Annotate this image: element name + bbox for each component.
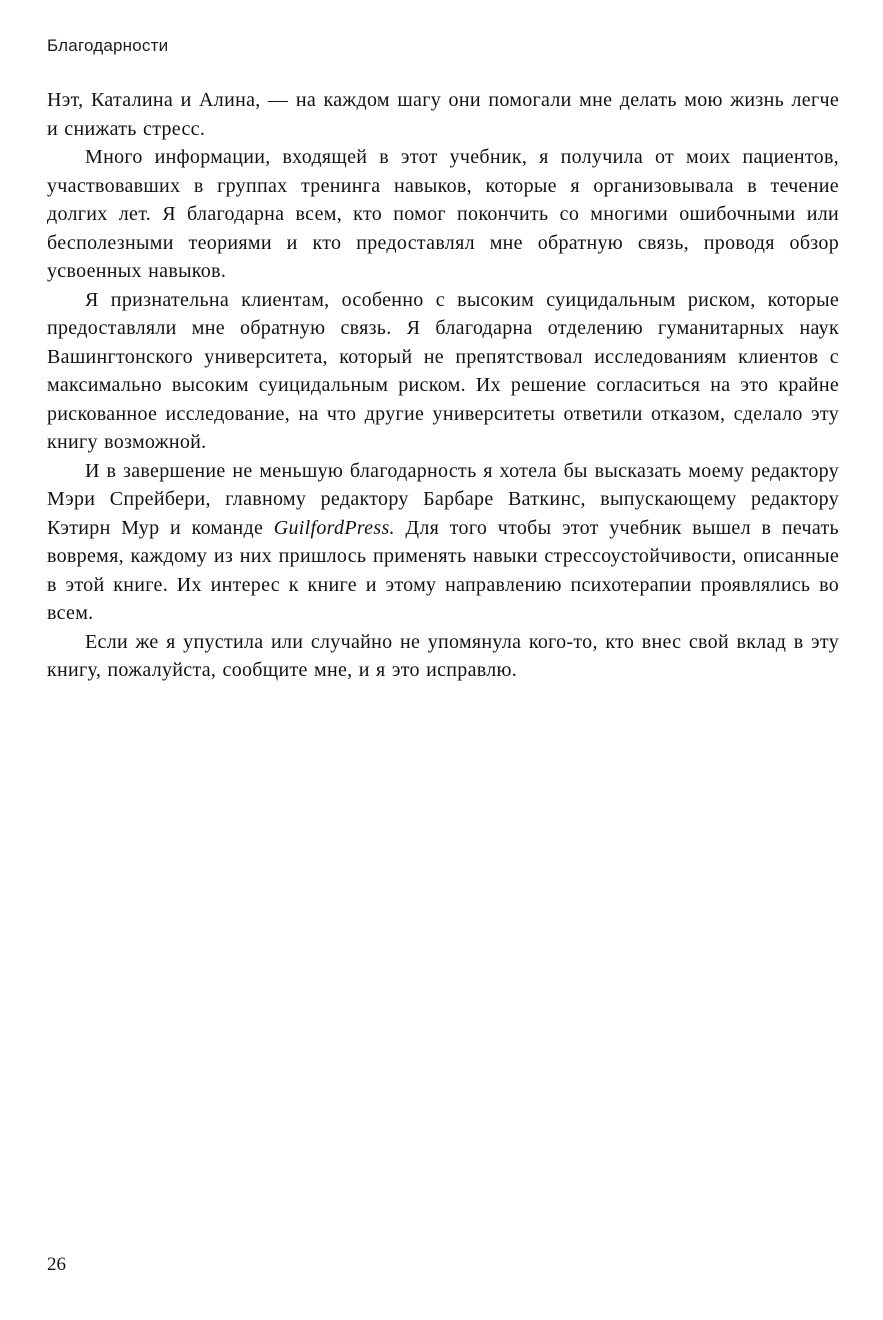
text-segment: Нэт, Каталина и Алина, — на каждом шагу они помогали мне делать мою жизнь легче и снижать стресс. (47, 89, 839, 140)
text-segment: Много информации, входящей в этот учебник, я получила от моих пациентов, участвовавших в группах тренинга навыков, которые я организовывала в течение долгих лет. Я благодарна всем, кто помог покончить со многими ошибочными или бесполезными теориями и кто предоставлял мне обратную связь, проводя обзор усвоенных навыков. (47, 146, 839, 282)
paragraph (47, 143, 839, 286)
text-segment: Для того чтобы этот учебник вышел в печать вовремя, каждому из них пришлось применять навыки стрессоустойчивости, описанные в этой книге. Их интерес к книге и этому направлению психотерапии проявлялись во всем. (47, 516, 839, 624)
text-segment: Если же я упустила или случайно не упомянула кого-то, кто внес свой вклад в эту книгу, пожалуйста, сообщите мне, и я это исправлю. (47, 630, 839, 681)
body-text (47, 86, 839, 685)
text-segment: Я признательна клиентам, особенно с высоким суицидальным риском, которые предоставляли мне обратную связь. Я благодарна отделению гуманитарных наук Вашингтонского университета, который не препятствовал исследованиям клиентов с максимально высоким суицидальным риском. Их решение согласиться на это крайне рискованное исследование, на что другие университеты ответили отказом, сделало эту книгу возможной. (47, 288, 839, 453)
page-number: 26 (47, 1254, 66, 1275)
text-segment: И в завершение не меньшую благодарность я хотела бы высказать моему редактору Мэри Спрейбери, главному редактору Барбаре Ваткинс, выпускающему редактору Кэтирн Мур и команде (47, 459, 839, 539)
italic-text: GuilfordPress. (273, 516, 395, 539)
paragraph (47, 86, 839, 143)
paragraph (47, 457, 839, 628)
paragraph (47, 286, 839, 457)
running-header: Благодарности (47, 36, 169, 55)
paragraph (47, 628, 839, 685)
